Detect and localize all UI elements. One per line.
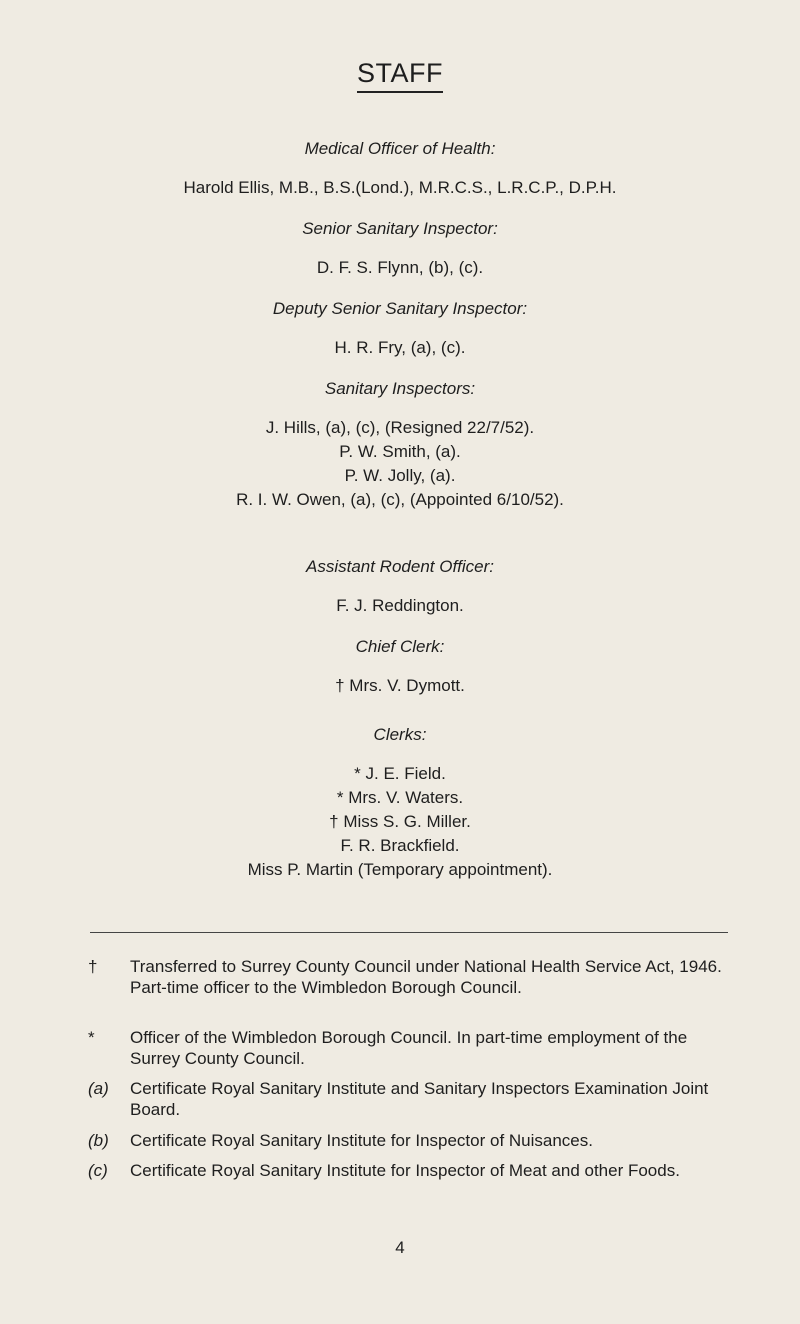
role-heading: Clerks: — [373, 725, 427, 744]
staff-name: Miss P. Martin (Temporary appointment). — [247, 860, 553, 879]
staff-section-medical-officer — [0, 138, 800, 200]
footnote-text: Officer of the Wimbledon Borough Council. In part-time employment of the Surrey County Council. — [130, 1028, 688, 1068]
staff-name: P. W. Jolly, (a). — [344, 466, 456, 485]
role-heading: Deputy Senior Sanitary Inspector: — [272, 299, 528, 318]
staff-name: † Mrs. V. Dymott. — [335, 676, 465, 695]
staff-name: P. W. Smith, (a). — [339, 442, 461, 461]
footnote-b — [88, 1130, 738, 1151]
footnote-divider — [90, 932, 728, 933]
staff-section-deputy-inspector — [0, 298, 800, 360]
page-number: 4 — [395, 1238, 405, 1257]
role-heading: Senior Sanitary Inspector: — [302, 219, 498, 238]
footnote-text: Certificate Royal Sanitary Institute for Inspector of Nuisances. — [130, 1131, 593, 1150]
footnote-marker: * — [88, 1028, 95, 1047]
role-heading: Chief Clerk: — [355, 637, 445, 656]
footnote-c — [88, 1160, 738, 1181]
staff-name: D. F. S. Flynn, (b), (c). — [316, 258, 484, 277]
staff-name: Harold Ellis, M.B., B.S.(Lond.), M.R.C.S., L.R.C.P., D.P.H. — [183, 178, 617, 197]
staff-name: F. R. Brackfield. — [340, 836, 460, 855]
staff-name: J. Hills, (a), (c), (Resigned 22/7/52). — [265, 418, 535, 437]
footnote-dagger — [88, 956, 738, 998]
staff-name: * J. E. Field. — [354, 764, 446, 783]
role-heading: Assistant Rodent Officer: — [305, 557, 495, 576]
staff-name: † Miss S. G. Miller. — [329, 812, 471, 831]
staff-name: F. J. Reddington. — [336, 596, 464, 615]
staff-section-senior-inspector — [0, 218, 800, 280]
staff-section-sanitary-inspectors — [0, 378, 800, 512]
footnote-marker: † — [88, 957, 98, 976]
footnote-text: Transferred to Surrey County Council under National Health Service Act, 1946. Part-time officer to the Wimbledon Borough Council. — [130, 957, 722, 997]
staff-section-clerks — [0, 724, 800, 882]
staff-section-chief-clerk — [0, 636, 800, 698]
staff-name: * Mrs. V. Waters. — [336, 788, 464, 807]
role-heading: Sanitary Inspectors: — [324, 379, 476, 398]
staff-section-rodent-officer — [0, 556, 800, 618]
footnote-asterisk — [88, 1027, 738, 1069]
staff-name: R. I. W. Owen, (a), (c), (Appointed 6/10/52). — [236, 490, 564, 509]
footnote-text: Certificate Royal Sanitary Institute for Inspector of Meat and other Foods. — [130, 1161, 680, 1180]
footnote-a — [88, 1078, 738, 1120]
role-heading: Medical Officer of Health: — [304, 139, 496, 158]
page-title: STAFF — [0, 58, 800, 93]
footnote-marker: (c) — [88, 1161, 108, 1180]
footnote-marker: (a) — [88, 1079, 109, 1098]
footnote-marker: (b) — [88, 1131, 109, 1150]
staff-name: H. R. Fry, (a), (c). — [334, 338, 466, 357]
footnote-text: Certificate Royal Sanitary Institute and Sanitary Inspectors Examination Joint Board. — [130, 1079, 709, 1119]
